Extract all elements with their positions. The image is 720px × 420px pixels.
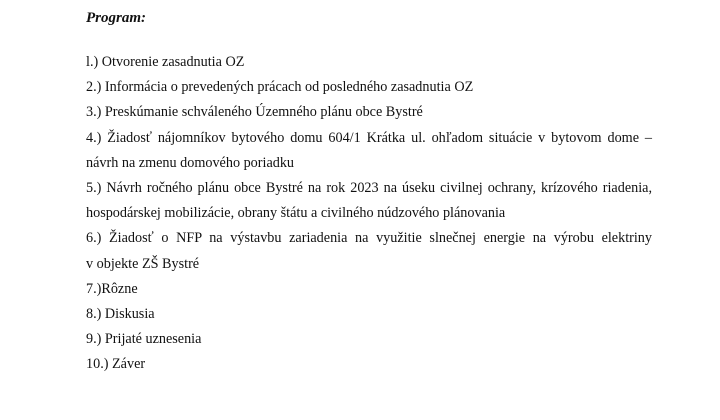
agenda-item-10 [86, 352, 652, 377]
agenda-item-text: 9.) Prijaté uznesenia [86, 331, 202, 348]
agenda-item-text: 8.) Diskusia [86, 306, 155, 323]
agenda-item-text: 7.)Rôzne [86, 280, 138, 297]
agenda-item-text-continued: v objekte ZŠ Bystré [86, 255, 200, 272]
agenda-item-6 [86, 226, 652, 276]
agenda-item-9 [86, 327, 652, 352]
agenda-item-1 [86, 50, 652, 75]
agenda-item-text-continued: hospodárskej mobilizácie, obrany štátu a civilného núdzového plánovania [86, 205, 506, 222]
agenda-item-text: 5.) Návrh ročného plánu obce Bystré na rok 2023 na úseku civilnej ochrany, krízového riadenia, [86, 180, 652, 197]
agenda-item-7 [86, 277, 652, 302]
agenda-item-5 [86, 176, 652, 226]
agenda-item-2 [86, 75, 652, 100]
agenda-list [86, 50, 652, 378]
agenda-item-4 [86, 126, 652, 176]
agenda-item-text: 10.) Záver [86, 356, 146, 373]
agenda-item-text: 6.) Žiadosť o NFP na výstavbu zariadenia na využitie slnečnej energie na výrobu elektriny [86, 230, 652, 247]
program-heading: Program: [86, 10, 146, 26]
agenda-item-text-continued: návrh na zmenu domového poriadku [86, 154, 295, 171]
agenda-item-text: 2.) Informácia o prevedených prácach od posledného zasadnutia OZ [86, 79, 474, 96]
agenda-item-text: l.) Otvorenie zasadnutia OZ [86, 54, 245, 70]
agenda-item-text: 4.) Žiadosť nájomníkov bytového domu 604/1 Krátka ul. ohľadom situácie v bytovom dome – [86, 129, 652, 146]
agenda-item-text: 3.) Preskúmanie schváleného Územného plánu obce Bystré [86, 104, 423, 121]
agenda-item-3 [86, 100, 652, 125]
agenda-item-8 [86, 302, 652, 327]
